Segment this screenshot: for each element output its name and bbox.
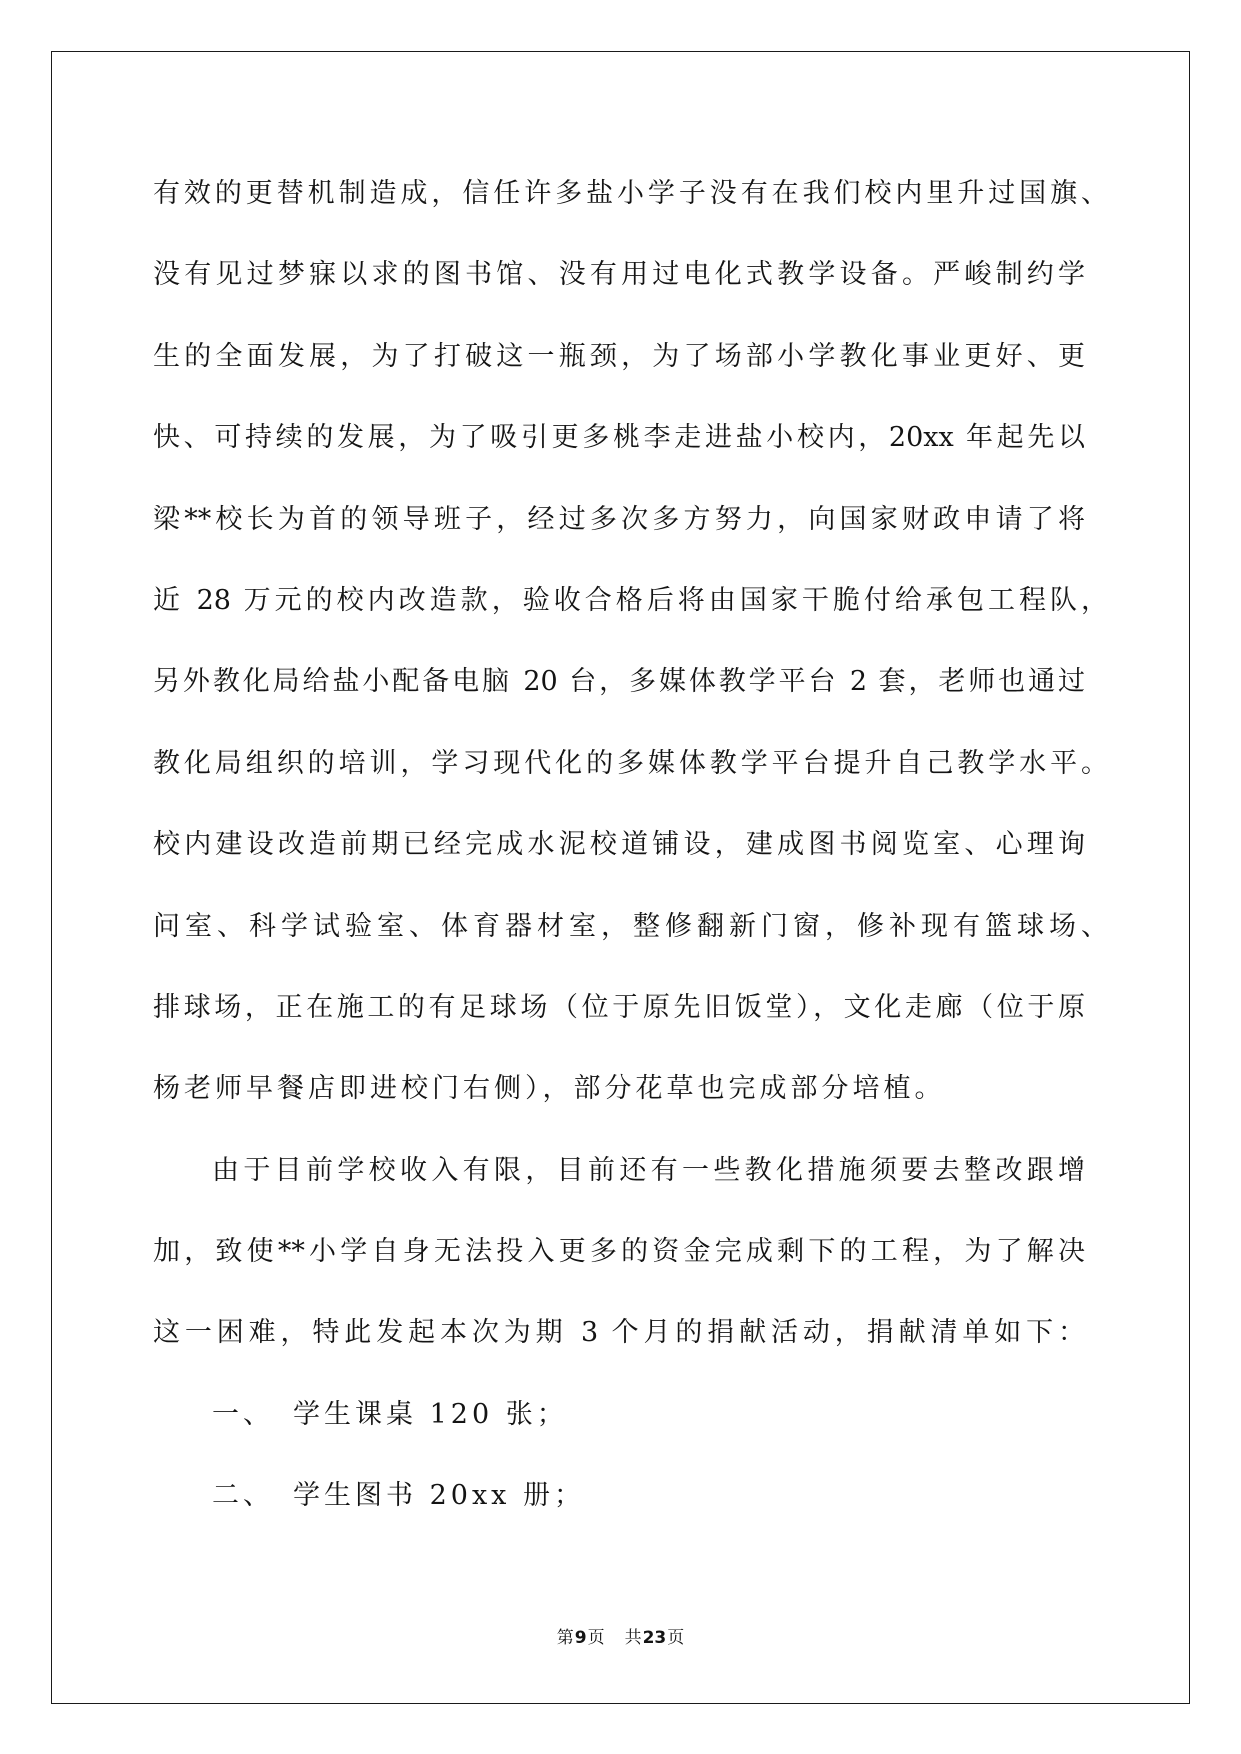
body-line: 没有见过梦寐以求的图书馆、没有用过电化式教学设备。严峻制约学 [153, 259, 1085, 291]
list-marker: 二、 [212, 1480, 274, 1512]
page-prefix: 第 [556, 1628, 574, 1648]
body-line: 梁**校长为首的领导班子，经过多次多方努力，向国家财政申请了将 [153, 503, 1085, 535]
body-line: 杨老师早餐店即进校门右侧），部分花草也完成部分培植。 [153, 1073, 946, 1105]
list-item [153, 1374, 1113, 1455]
body-line: 问室、科学试验室、体育器材室，整修翻新门窗，修补现有篮球场、 [153, 910, 1108, 942]
body-line: 这一困难，特此发起本次为期 3 个月的捐献活动，捐献清单如下： [153, 1317, 1085, 1349]
body-line: 近 28 万元的校内改造款，验收合格后将由国家干脆付给承包工程队， [153, 584, 1108, 616]
paragraph-1 [153, 153, 1113, 1130]
donation-list [153, 1374, 1113, 1537]
page-footer [0, 1624, 1241, 1652]
page-number: 9 [574, 1628, 587, 1648]
total-pages: 23 [642, 1628, 667, 1648]
body-line: 排球场，正在施工的有足球场（位于原先旧饭堂），文化走廊（位于原 [153, 991, 1085, 1023]
list-text: 学生课桌 120 张； [293, 1398, 568, 1430]
list-marker: 一、 [212, 1398, 274, 1430]
body-line: 快、可持续的发展，为了吸引更多桃李走进盐小校内，20xx 年起先以 [153, 422, 1085, 454]
body-text [153, 153, 1113, 1537]
body-line: 另外教化局给盐小配备电脑 20 台，多媒体教学平台 2 套，老师也通过 [153, 666, 1085, 698]
body-line: 生的全面发展，为了打破这一瓶颈，为了场部小学教化事业更好、更 [153, 340, 1085, 372]
page-suffix: 页 [587, 1628, 605, 1648]
list-text: 学生图书 20xx 册； [293, 1480, 585, 1512]
body-line: 由于目前学校收入有限，目前还有一些教化措施须要去整改跟增 [212, 1154, 1085, 1186]
total-prefix: 共 [624, 1628, 642, 1648]
total-suffix: 页 [667, 1628, 685, 1648]
body-line: 加，致使**小学自身无法投入更多的资金完成剩下的工程，为了解决 [153, 1236, 1085, 1268]
body-line: 教化局组织的培训，学习现代化的多媒体教学平台提升自己教学水平。 [153, 747, 1108, 779]
paragraph-2 [153, 1130, 1113, 1374]
body-line: 有效的更替机制造成，信任许多盐小学子没有在我们校内里升过国旗、 [153, 178, 1108, 209]
body-line: 校内建设改造前期已经完成水泥校道铺设，建成图书阅览室、心理询 [153, 829, 1085, 861]
list-item [153, 1455, 1113, 1536]
